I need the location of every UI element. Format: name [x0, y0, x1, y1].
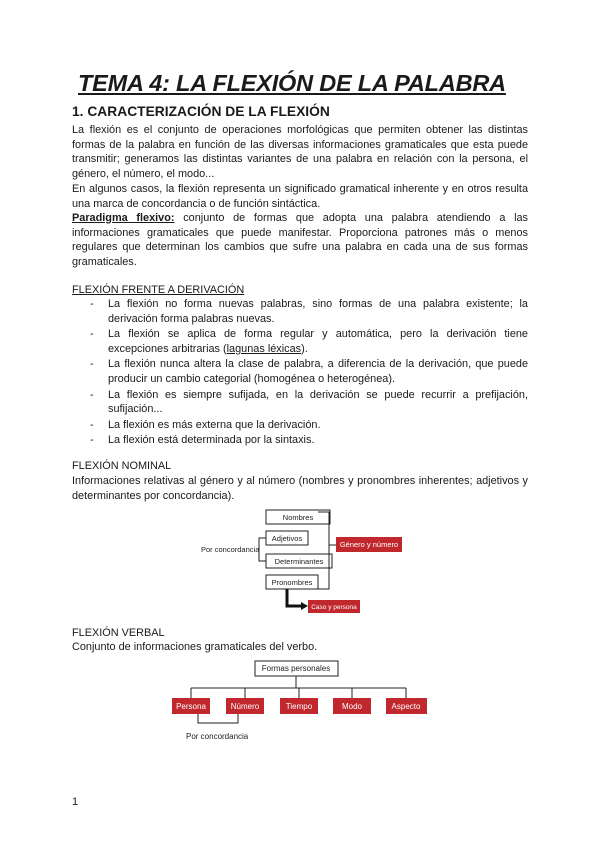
verbal-concordancia-label: Por concordancia — [186, 732, 249, 741]
caso-persona-label: Caso y persona — [311, 604, 357, 611]
verbal-heading: FLEXIÓN VERBAL — [72, 627, 165, 639]
verbal-concordancia-bracket — [198, 714, 238, 723]
lagunas-lexicas: lagunas léxicas — [226, 342, 302, 355]
section-heading: 1. CARACTERIZACIÓN DE LA FLEXIÓN — [72, 104, 330, 119]
page-number: 1 — [72, 796, 79, 808]
page-title: TEMA 4: LA FLEXIÓN DE LA PALABRA — [78, 70, 506, 96]
term-paradigm: Paradigma flexivo: — [72, 212, 175, 224]
persona-label: Persona — [176, 702, 206, 711]
formas-personales-label: Formas personales — [261, 664, 331, 673]
caso-arrow — [287, 589, 302, 606]
paradigm-definition: conjunto de formas que adopta una palabra atendiendo a las informaciones gramaticales que puede manifestar. Proporciona patrones más o menos regulares que determinan los cambios que sufre una palabra en cada una de sus formas gramaticales. — [72, 212, 528, 268]
list-item: - La flexión se aplica de forma regular y automática, pero la derivación tiene excepciones arbitrarias (lagunas léxicas). — [90, 328, 528, 355]
tiempo-label: Tiempo — [285, 702, 313, 711]
paragraph-definition: La flexión es el conjunto de operaciones morfológicas que permiten obtener las distintas formas de la palabra en función de las diversas informaciones gramaticales que esta puede transmitir; generamos las distintas variantes de una palabra en relación con la persona, el género, el número, el modo... — [72, 124, 528, 180]
nominal-text: Informaciones relativas al género y al número (nombres y pronombres inherentes; adjetivos y determinantes por concordancia). — [72, 475, 528, 502]
derivacion-heading: FLEXIÓN FRENTE A DERIVACIÓN — [72, 284, 245, 296]
aspecto-label: Aspecto — [391, 702, 421, 711]
genero-numero-label: Género y número — [339, 540, 399, 549]
box-nombres-label: Nombres — [282, 513, 314, 522]
box-pronombres-label: Pronombres — [271, 578, 313, 587]
list-item: - La flexión es más externa que la derivación. — [90, 418, 321, 431]
list-item: - La flexión es siempre sufijada, en la derivación se puede recurrir a prefijación, sufijación... — [90, 388, 528, 416]
list-item: - La flexión nunca altera la clase de palabra, a diferencia de la derivación, que puede producir un cambio categorial (homogénea o heterogénea). — [90, 358, 528, 385]
concordancia-label: Por concordancia — [201, 545, 260, 554]
verbal-text: Conjunto de informaciones gramaticales del verbo. — [72, 641, 318, 653]
list-item: - La flexión está determinada por la sintaxis. — [90, 434, 315, 447]
list-item: - La flexión no forma nuevas palabras, sino formas de una palabra existente; la derivación forma palabras nuevas. — [90, 298, 528, 325]
box-adjetivos-label: Adjetivos — [271, 534, 303, 543]
nominal-heading: FLEXIÓN NOMINAL — [72, 460, 172, 472]
modo-label: Modo — [341, 702, 363, 711]
concordancia-bracket — [259, 538, 266, 561]
paragraph-cases: En algunos casos, la flexión representa un significado gramatical inherente y en otros resulta una marca de concordancia o de función sintáctica. — [72, 183, 528, 210]
box-determinantes-label: Determinantes — [274, 557, 324, 566]
numero-label: Número — [230, 702, 260, 711]
